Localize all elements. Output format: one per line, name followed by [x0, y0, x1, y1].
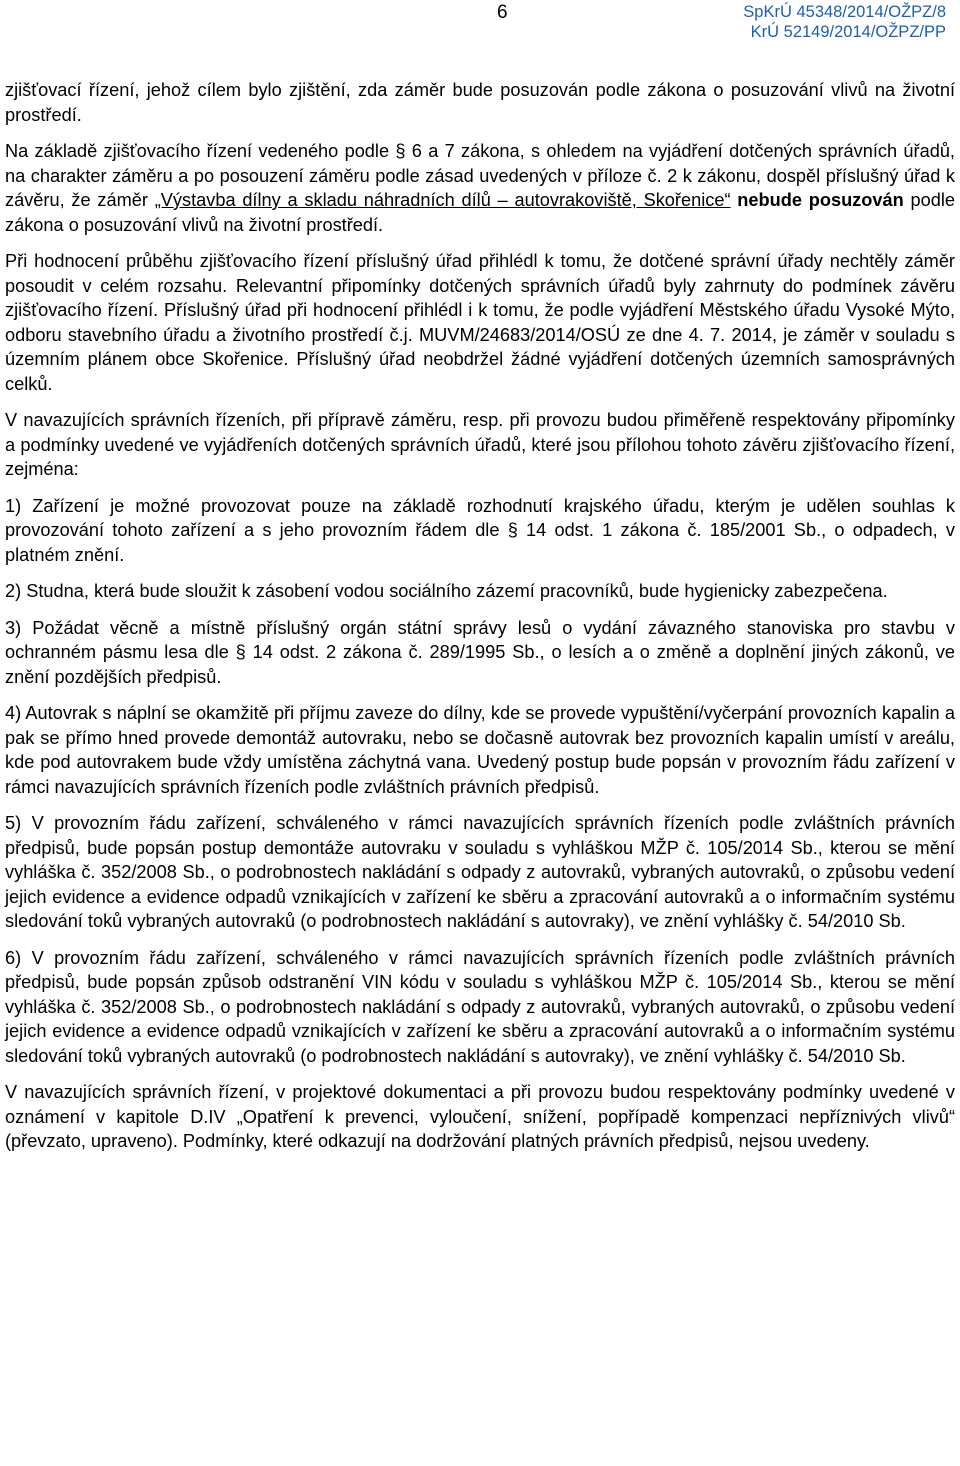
- condition-item-5: 5) V provozním řádu zařízení, schváleného v rámci navazujících správních řízeních podle zvláštních právních předpisů, bude popsán postup demontáže autovraku v souladu s vyhláškou MŽP č. 105/2014 Sb., kterou se mění vyhláška č. 352/2008 Sb., o podrobnostech nakládání s odpady z autovraků, vybraných autovraků, o způsobu vedení jejich evidence a evidence odpadů vznikajících v zařízení ke sběru a zpracování autovraků a o informačním systému sledování toků vybraných autovraků (o podrobnostech nakládání s autovraky), ve znění vyhlášky č. 54/2010 Sb.: [5, 813, 955, 931]
- conclusion-text-end: podle zákona o posuzování vlivů na životní prostředí.: [5, 190, 956, 235]
- condition-item-3: 3) Požádat věcně a místně příslušný orgán státní správy lesů o vydání závazného stanoviska pro stavbu v ochranném pásmu lesa dle § 14 odst. 2 zákona č. 289/1995 Sb., o lesích a o změně a doplnění jiných zákonů, ve znění pozdějších předpisů.: [5, 617, 955, 687]
- paragraph-conclusion: [5, 139, 955, 237]
- condition-item-2: 2) Studna, která bude sloužit k zásobení vodou sociálního zázemí pracovníků, bude hygienicky zabezpečena.: [5, 581, 888, 601]
- document-body: [5, 78, 955, 1166]
- verdict-bold: nebude posuzován: [737, 190, 904, 210]
- reference-line-2: KrÚ 52149/2014/OŽPZ/PP: [750, 23, 946, 41]
- page-header: [0, 0, 960, 50]
- reference-line-1: SpKrÚ 45348/2014/OŽPZ/8: [743, 3, 946, 21]
- paragraph-final: V navazujících správních řízení, v projektové dokumentaci a při provozu budou respektovány podmínky uvedené v oznámení v kapitole D.IV „Opatření k prevenci, vyloučení, snížení, popřípadě kompenzaci nepříznivých vlivů“ (převzato, upraveno). Podmínky, které odkazují na dodržování platných právních předpisů, nejsou uvedeny.: [5, 1082, 955, 1151]
- condition-item-1: 1) Zařízení je možné provozovat pouze na základě rozhodnutí krajského úřadu, kterým je udělen souhlas k provozování tohoto zařízení a s jeho provozním řádem dle § 14 odst. 1 zákona č. 185/2001 Sb., o odpadech, v platném znění.: [5, 495, 955, 565]
- reference-numbers: [743, 2, 946, 42]
- page-number: 6: [497, 2, 508, 23]
- paragraph-intro: zjišťovací řízení, jehož cílem bylo zjištění, zda záměr bude posuzován podle zákona o posuzování vlivů na životní prostředí.: [5, 80, 955, 125]
- paragraph-assessment: Při hodnocení průběhu zjišťovacího řízení příslušný úřad přihlédl k tomu, že dotčené správní úřady nechtěly záměr posoudit v celém rozsahu. Relevantní připomínky dotčených správních úřadů byly zahrnuty do podmínek závěru zjišťovacího řízení. Příslušný úřad při hodnocení přihlédl i k tomu, že podle vyjádření Městského úřadu Vysoké Mýto, odboru stavebního úřadu a životního prostředí č.j. MUVM/24683/2014/OSÚ ze dne 4. 7. 2014, je záměr v souladu s územním plánem obce Skořenice. Příslušný úřad neobdržel žádné vyjádření dotčených územních samosprávných celků.: [5, 251, 955, 394]
- conclusion-text-start: Na základě zjišťovacího řízení vedeného podle § 6 a 7 zákona, s ohledem na vyjádření dotčených správních úřadů, na charakter záměru a po posouzení záměru podle zásad uvedených v příloze č. 2 k zákonu, dospěl příslušný úřad k závěru, že záměr: [5, 141, 955, 210]
- condition-item-6: 6) V provozním řádu zařízení, schváleného v rámci navazujících správních řízeních podle zvláštních právních předpisů, bude popsán způsob odstranění VIN kódu v souladu s vyhláškou MŽP č. 105/2014 Sb., kterou se mění vyhláška č. 352/2008 Sb., o podrobnostech nakládání s odpady z autovraků, vybraných autovraků, o způsobu vedení jejich evidence a evidence odpadů vznikajících v zařízení ke sběru a zpracování autovraků a o informačním systému sledování toků vybraných autovraků (o podrobnostech nakládání s autovraky), ve znění vyhlášky č. 54/2010 Sb.: [5, 947, 955, 1066]
- condition-item-4: 4) Autovrak s náplní se okamžitě při příjmu zaveze do dílny, kde se provede vypuštění/vyčerpání provozních kapalin a pak se přímo hned provede demontáž autovraku, nebo se dočasně autovrak bez provozních kapalin umístí v areálu, kde pod autovrakem bude vždy umístěna záchytná vana. Uvedený postup bude popsán v provozním řádu zařízení v rámci navazujících správních řízeních podle zvláštních právních předpisů.: [5, 703, 955, 797]
- paragraph-conditions-intro: V navazujících správních řízeních, při přípravě záměru, resp. při provozu budou přiměřeně respektovány připomínky a podmínky uvedené ve vyjádřeních dotčených správních úřadů, které jsou přílohou tohoto závěru zjišťovacího řízení, zejména:: [5, 410, 955, 479]
- project-name: „Výstavba dílny a skladu náhradních dílů – autovrakoviště, Skořenice“: [154, 190, 731, 210]
